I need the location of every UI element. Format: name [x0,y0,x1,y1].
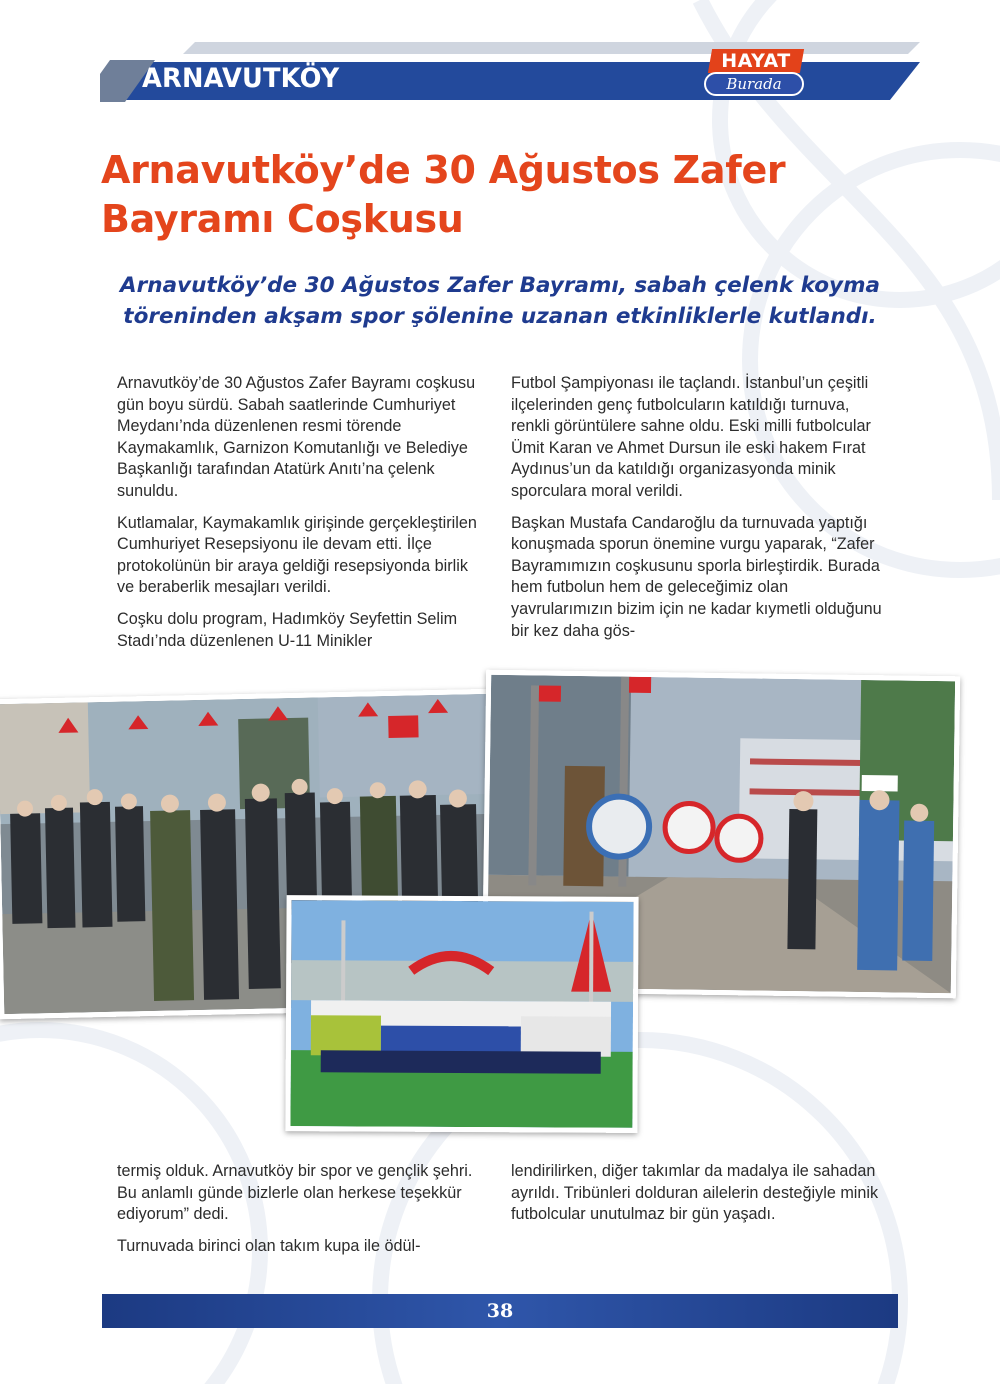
logo-burada-text: Burada [726,75,782,93]
paragraph: Başkan Mustafa Candaroğlu da turnuvada yaptığı konuşmada sporun önemine vurgu yaparak, “Zafer Bayramımızın coşkusunu sporla birleştirdik. Burada hem futbolun hem de geleceğimiz olan yavrularımızın bizim için ne kadar kıymetli olduğunu bir kez daha gös- [511,513,882,640]
hayat-burada-logo [700,44,808,104]
paragraph: termiş olduk. Arnavutköy bir spor ve gençlik şehri. Bu anlamlı günde bizlerle olan herkese teşekkür ediyorum” dedi. [117,1162,473,1224]
football-team-photo [285,895,638,1133]
paragraph: Turnuvada birinci olan takım kupa ile ödül- [117,1236,421,1255]
article-title-line2: Bayramı Coşkusu [101,197,464,241]
paragraph: Kutlamalar, Kaymakamlık girişinde gerçekleştirilen Cumhuriyet Resepsiyonu ile devam etti. İlçe protokolünün bir araya geldiği resepsiyonda birlik ve beraberlik mesajları verildi. [117,513,477,597]
page-footer [102,1294,898,1328]
article-lead [100,270,900,332]
paragraph: Futbol Şampiyonası ile taçlandı. İstanbul’un çeşitli ilçelerinden genç futbolcuların katıldığı turnuva, renkli görüntülere sahne oldu. Eski milli futbolcular Ümit Karan ve Ahmet Dursun ile eski hakem Fırat Aydınus’un da katıldığı organizasyonda minik sporculara moral verildi. [511,374,871,500]
text-column-2 [511,373,891,652]
paragraph: Arnavutköy’de 30 Ağustos Zafer Bayramı coşkusu gün boyu sürdü. Sabah saatlerinde Cumhuriyet Meydanı’nda düzenlenen resmi törende Kaymakamlık, Garnizon Komutanlığı ve Belediye Başkanlığı tarafından Atatürk Anıtı’na çelenk sunuldu. [117,374,476,500]
section-label: ARNAVUTKÖY [142,63,340,94]
article-title-line1: Arnavutköy’de 30 Ağustos Zafer [101,148,786,192]
text-column-4 [511,1161,891,1236]
article-title [101,146,921,244]
paragraph: Coşku dolu program, Hadımköy Seyfettin Selim Stadı’nda düzenlenen U-11 Minikler [117,609,458,650]
logo-hayat-text: HAYAT [721,50,791,72]
page-number: 38 [486,1300,514,1322]
text-column-1 [117,373,489,662]
paragraph: lendirilirken, diğer takımlar da madalya ile sahadan ayrıldı. Tribünleri dolduran ailelerin desteğiyle minik futbolcular unutulmaz bir gün yaşadı. [511,1162,879,1224]
article-lead-line2: töreninden akşam spor şölenine uzanan etkinliklerle kutlandı. [123,304,877,329]
text-column-3 [117,1161,489,1267]
article-lead-line1: Arnavutköy’de 30 Ağustos Zafer Bayramı, sabah çelenk koyma [120,273,880,298]
